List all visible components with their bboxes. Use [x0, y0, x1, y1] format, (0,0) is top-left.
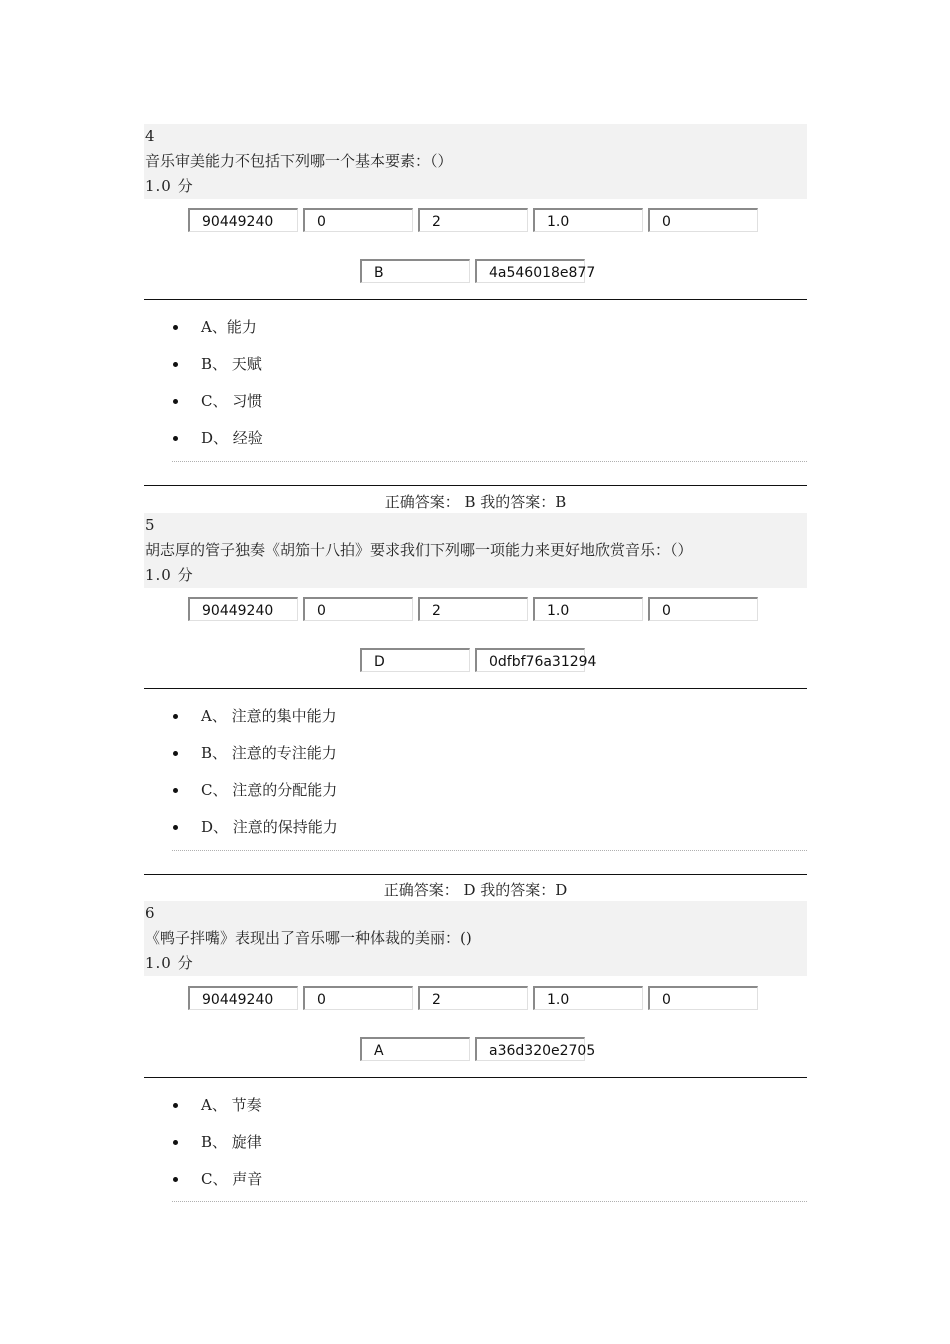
- field-value[interactable]: 0: [303, 208, 413, 232]
- question-number: 5: [145, 516, 155, 534]
- bullet-icon: [173, 362, 178, 367]
- option-a[interactable]: [172, 706, 338, 743]
- divider: [144, 299, 807, 300]
- bullet-icon: [173, 825, 178, 830]
- field-id[interactable]: 90449240: [188, 208, 298, 232]
- hidden-fields-row: [188, 986, 762, 1014]
- option-c[interactable]: [172, 391, 263, 428]
- answer-hash-field[interactable]: a36d320e2705: [475, 1037, 585, 1061]
- field-value[interactable]: 0: [303, 597, 413, 621]
- options-list: [172, 317, 263, 465]
- options-list: [172, 1095, 262, 1206]
- divider: [144, 485, 807, 486]
- divider: [144, 1077, 807, 1078]
- field-flag[interactable]: 0: [648, 597, 758, 621]
- option-a[interactable]: [172, 1095, 262, 1132]
- dotted-separator: [172, 1201, 807, 1202]
- answer-fields-row: [360, 1037, 596, 1065]
- answer-result: 正确答案： B 我的答案：B: [384, 493, 567, 511]
- divider: [144, 688, 807, 689]
- option-label: C、 注意的分配能力: [201, 781, 338, 799]
- hidden-fields-row: [188, 208, 762, 236]
- question-text: 《鸭子拌嘴》表现出了音乐哪一种体裁的美丽：(): [145, 929, 472, 947]
- question-6: [144, 901, 807, 1188]
- answer-fields-row: [360, 259, 596, 287]
- option-b[interactable]: [172, 743, 338, 780]
- dotted-separator: [172, 461, 807, 462]
- question-text: 胡志厚的管子独奏《胡笳十八拍》要求我们下列哪一项能力来更好地欣赏音乐：（）: [145, 541, 693, 559]
- field-score[interactable]: 1.0: [533, 597, 643, 621]
- answer-choice-field[interactable]: A: [360, 1037, 470, 1061]
- option-d[interactable]: [172, 428, 263, 465]
- option-label: D、 注意的保持能力: [201, 818, 338, 836]
- bullet-icon: [173, 751, 178, 756]
- bullet-icon: [173, 714, 178, 719]
- option-label: B、 旋律: [201, 1133, 262, 1151]
- question-text: 音乐审美能力不包括下列哪一个基本要素：（）: [145, 152, 453, 170]
- option-d[interactable]: [172, 817, 338, 854]
- question-score: 1.0 分: [145, 954, 194, 972]
- bullet-icon: [173, 1103, 178, 1108]
- option-label: C、 习惯: [201, 392, 263, 410]
- field-score[interactable]: 1.0: [533, 208, 643, 232]
- question-4: [144, 124, 807, 511]
- question-number: 4: [145, 127, 155, 145]
- option-a[interactable]: [172, 317, 263, 354]
- option-label: A、 节奏: [201, 1096, 262, 1114]
- options-list: [172, 706, 338, 854]
- option-label: D、 经验: [201, 429, 263, 447]
- answer-choice-field[interactable]: B: [360, 259, 470, 283]
- bullet-icon: [173, 399, 178, 404]
- bullet-icon: [173, 436, 178, 441]
- bullet-icon: [173, 1177, 178, 1182]
- field-type[interactable]: 2: [418, 597, 528, 621]
- option-label: C、 声音: [201, 1170, 263, 1188]
- field-value[interactable]: 0: [303, 986, 413, 1010]
- dotted-separator: [172, 850, 807, 851]
- field-type[interactable]: 2: [418, 986, 528, 1010]
- question-header: [144, 124, 807, 199]
- bullet-icon: [173, 325, 178, 330]
- question-header: [144, 901, 807, 976]
- field-id[interactable]: 90449240: [188, 986, 298, 1010]
- option-label: B、 天赋: [201, 355, 262, 373]
- divider: [144, 874, 807, 875]
- answer-choice-field[interactable]: D: [360, 648, 470, 672]
- option-b[interactable]: [172, 354, 263, 391]
- option-b[interactable]: [172, 1132, 262, 1169]
- question-number: 6: [145, 904, 155, 922]
- option-label: B、 注意的专注能力: [201, 744, 337, 762]
- hidden-fields-row: [188, 597, 762, 625]
- answer-hash-field[interactable]: 0dfbf76a31294: [475, 648, 585, 672]
- field-flag[interactable]: 0: [648, 208, 758, 232]
- field-type[interactable]: 2: [418, 208, 528, 232]
- field-id[interactable]: 90449240: [188, 597, 298, 621]
- answer-result: 正确答案： D 我的答案：D: [383, 881, 568, 899]
- option-label: A、 注意的集中能力: [201, 707, 337, 725]
- question-5: [144, 513, 807, 899]
- bullet-icon: [173, 788, 178, 793]
- option-label: A、能力: [201, 318, 257, 336]
- answer-hash-field[interactable]: 4a546018e877: [475, 259, 585, 283]
- bullet-icon: [173, 1140, 178, 1145]
- answer-fields-row: [360, 648, 597, 676]
- question-score: 1.0 分: [145, 177, 194, 195]
- option-c[interactable]: [172, 780, 338, 817]
- field-score[interactable]: 1.0: [533, 986, 643, 1010]
- question-score: 1.0 分: [145, 566, 194, 584]
- field-flag[interactable]: 0: [648, 986, 758, 1010]
- question-header: [144, 513, 807, 588]
